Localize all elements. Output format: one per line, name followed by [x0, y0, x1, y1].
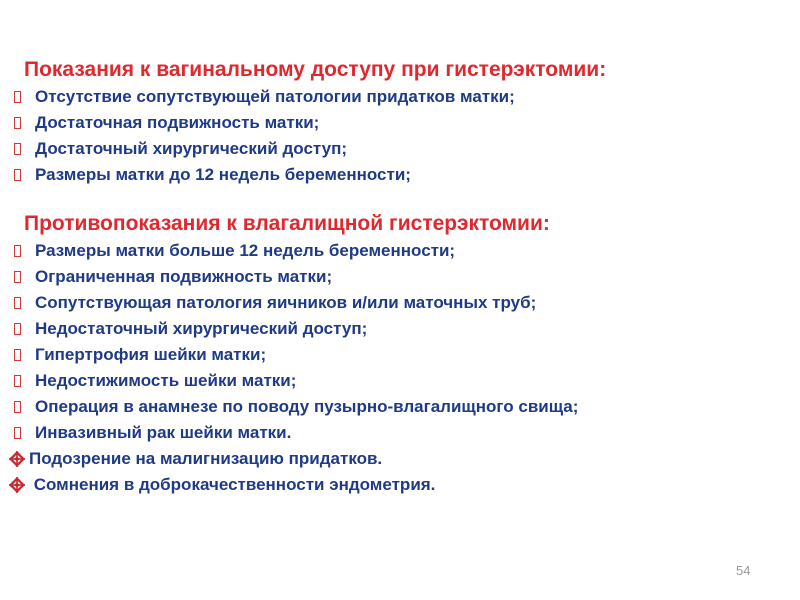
list-item [8, 472, 788, 498]
list-item-text: Недостижимость шейки матки; [35, 371, 297, 390]
square-bullet-icon [8, 398, 26, 416]
list-item [8, 84, 788, 110]
square-bullet-icon [8, 268, 26, 286]
square-bullet-icon [8, 294, 26, 312]
list-item-text: Сопутствующая патология яичников и/или маточных труб; [35, 293, 537, 312]
square-bullet-icon [8, 140, 26, 158]
list-item [8, 162, 788, 188]
square-bullet-icon [8, 114, 26, 132]
list-item-text: Недостаточный хирургический доступ; [35, 319, 368, 338]
square-bullet-icon [8, 166, 26, 184]
contraindications-title: Противопоказания к влагалищной гистерэктомии: [24, 212, 550, 235]
list-item [8, 110, 788, 136]
list-item-text: Ограниченная подвижность матки; [35, 267, 333, 286]
square-bullet-icon [8, 320, 26, 338]
list-item [8, 238, 788, 264]
section-spacer [8, 188, 788, 210]
square-bullet-icon [8, 242, 26, 260]
list-item-text: Сомнения в доброкачественности эндометрия. [29, 475, 436, 494]
list-item-text: Размеры матки больше 12 недель беременности; [35, 241, 456, 260]
list-item [8, 136, 788, 162]
list-item [8, 316, 788, 342]
list-item [8, 368, 788, 394]
list-item [8, 264, 788, 290]
square-bullet-icon [8, 372, 26, 390]
list-item [8, 420, 788, 446]
list-item-text: Достаточная подвижность матки; [35, 113, 320, 132]
indications-title: Показания к вагинальному доступу при гистерэктомии: [24, 58, 607, 81]
contraindications-list [8, 238, 788, 498]
square-bullet-icon [8, 424, 26, 442]
diamond-ornament-icon [8, 450, 26, 468]
square-bullet-icon [8, 88, 26, 106]
list-item [8, 290, 788, 316]
list-item-text: Отсутствие сопутствующей патологии придатков матки; [35, 87, 515, 106]
list-item-text: Гипертрофия шейки матки; [35, 345, 267, 364]
list-item-text: Подозрение на малигнизацию придатков. [29, 449, 383, 468]
indications-list [8, 84, 788, 188]
slide-content [8, 56, 788, 498]
list-item-text: Операция в анамнезе по поводу пузырно-влагалищного свища; [35, 397, 579, 416]
list-item-text: Инвазивный рак шейки матки. [35, 423, 292, 442]
list-item-text: Достаточный хирургический доступ; [35, 139, 348, 158]
list-item [8, 394, 788, 420]
diamond-ornament-icon [8, 476, 26, 494]
list-item [8, 342, 788, 368]
list-item-text: Размеры матки до 12 недель беременности; [35, 165, 411, 184]
list-item [8, 446, 788, 472]
square-bullet-icon [8, 346, 26, 364]
page-number: 54 [736, 563, 751, 578]
